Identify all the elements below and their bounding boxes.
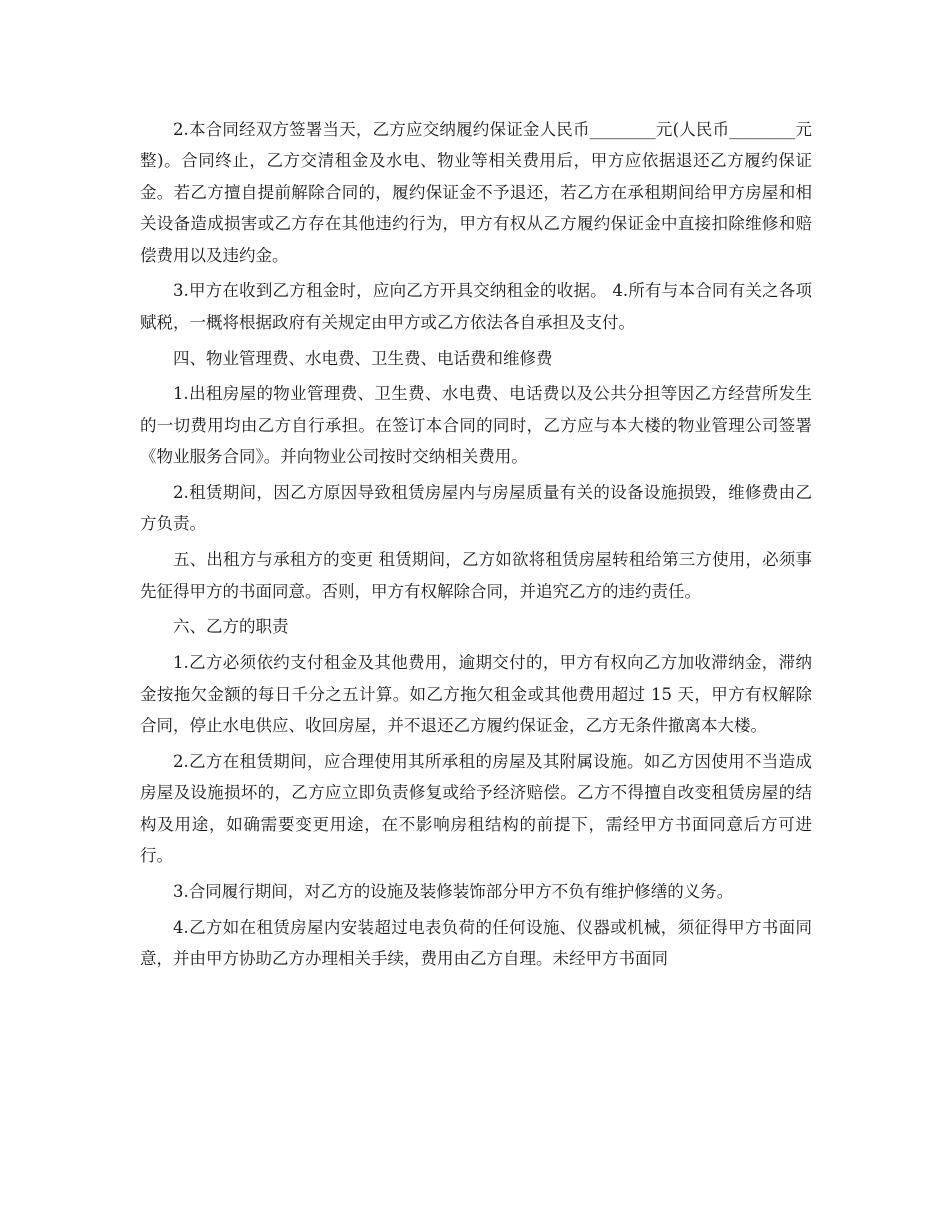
paragraph-duties-3: 3.合同履行期间，对乙方的设施及装修装饰部分甲方不负有维护修缮的义务。 — [173, 881, 734, 901]
paragraph-receipt-taxes: 3.甲方在收到乙方租金时，应向乙方开具交纳租金的收据。 4.所有与本合同有关之各项赋税，一概将根据政府有关规定由甲方或乙方依法各自承担及支付。 — [140, 281, 812, 332]
document-page — [140, 114, 812, 979]
paragraph-party-change: 五、出租方与承租方的变更 租赁期间，乙方如欲将租赁房屋转租给第三方使用，必须事先征得甲方的书面同意。否则，甲方有权解除合同，并追究乙方的违约责任。 — [140, 550, 812, 601]
paragraph-fees-2: 2.租赁期间，因乙方原因导致租赁房屋内与房屋质量有关的设备设施损毁，维修费由乙方负责。 — [140, 483, 812, 534]
paragraph-duties-4: 4.乙方如在租赁房屋内安装超过电表负荷的任何设施、仪器或机械，须征得甲方书面同意，并由甲方协助乙方办理相关手续，费用由乙方自理。未经甲方书面同 — [140, 917, 812, 969]
paragraph-fees-1: 1.出租房屋的物业管理费、卫生费、水电费、电话费以及公共分担等因乙方经营所发生的一切费用均由乙方自行承担。在签订本合同的同时，乙方应与本大楼的物业管理公司签署《物业服务合同》。并向物业公司按时交纳相关费用。 — [140, 384, 812, 467]
section-heading-fees: 四、物业管理费、水电费、卫生费、电话费和维修费 — [173, 348, 553, 368]
paragraph-deposit: 2.本合同经双方签署当天，乙方应交纳履约保证金人民币________元(人民币________元整)。合同终止，乙方交清租金及水电、物业等相关费用后，甲方应依据退还乙方履约保证金。若乙方擅自提前解除合同的，履约保证金不予退还，若乙方在承租期间给甲方房屋和相关设备造成损害或乙方存在其他违约行为，甲方有权从乙方履约保证金中直接扣除维修和赔偿费用以及违约金。 — [140, 120, 812, 265]
paragraph-duties-2: 2.乙方在租赁期间，应合理使用其所承租的房屋及其附属设施。如乙方因使用不当造成房屋及设施损坏的，乙方应立即负责修复或给予经济赔偿。乙方不得擅自改变租赁房屋的结构及用途，如确需要变更用途，在不影响房租结构的前提下，需经甲方书面同意后方可进行。 — [140, 751, 812, 866]
section-heading-duties: 六、乙方的职责 — [173, 617, 289, 637]
paragraph-duties-1: 1.乙方必须依约支付租金及其他费用，逾期交付的，甲方有权向乙方加收滞纳金，滞纳金按拖欠金额的每日千分之五计算。如乙方拖欠租金或其他费用超过 15 天，甲方有权解除合同，停止水电供应、收回房屋，并不退还乙方履约保证金，乙方无条件撤离本大楼。 — [140, 653, 812, 736]
